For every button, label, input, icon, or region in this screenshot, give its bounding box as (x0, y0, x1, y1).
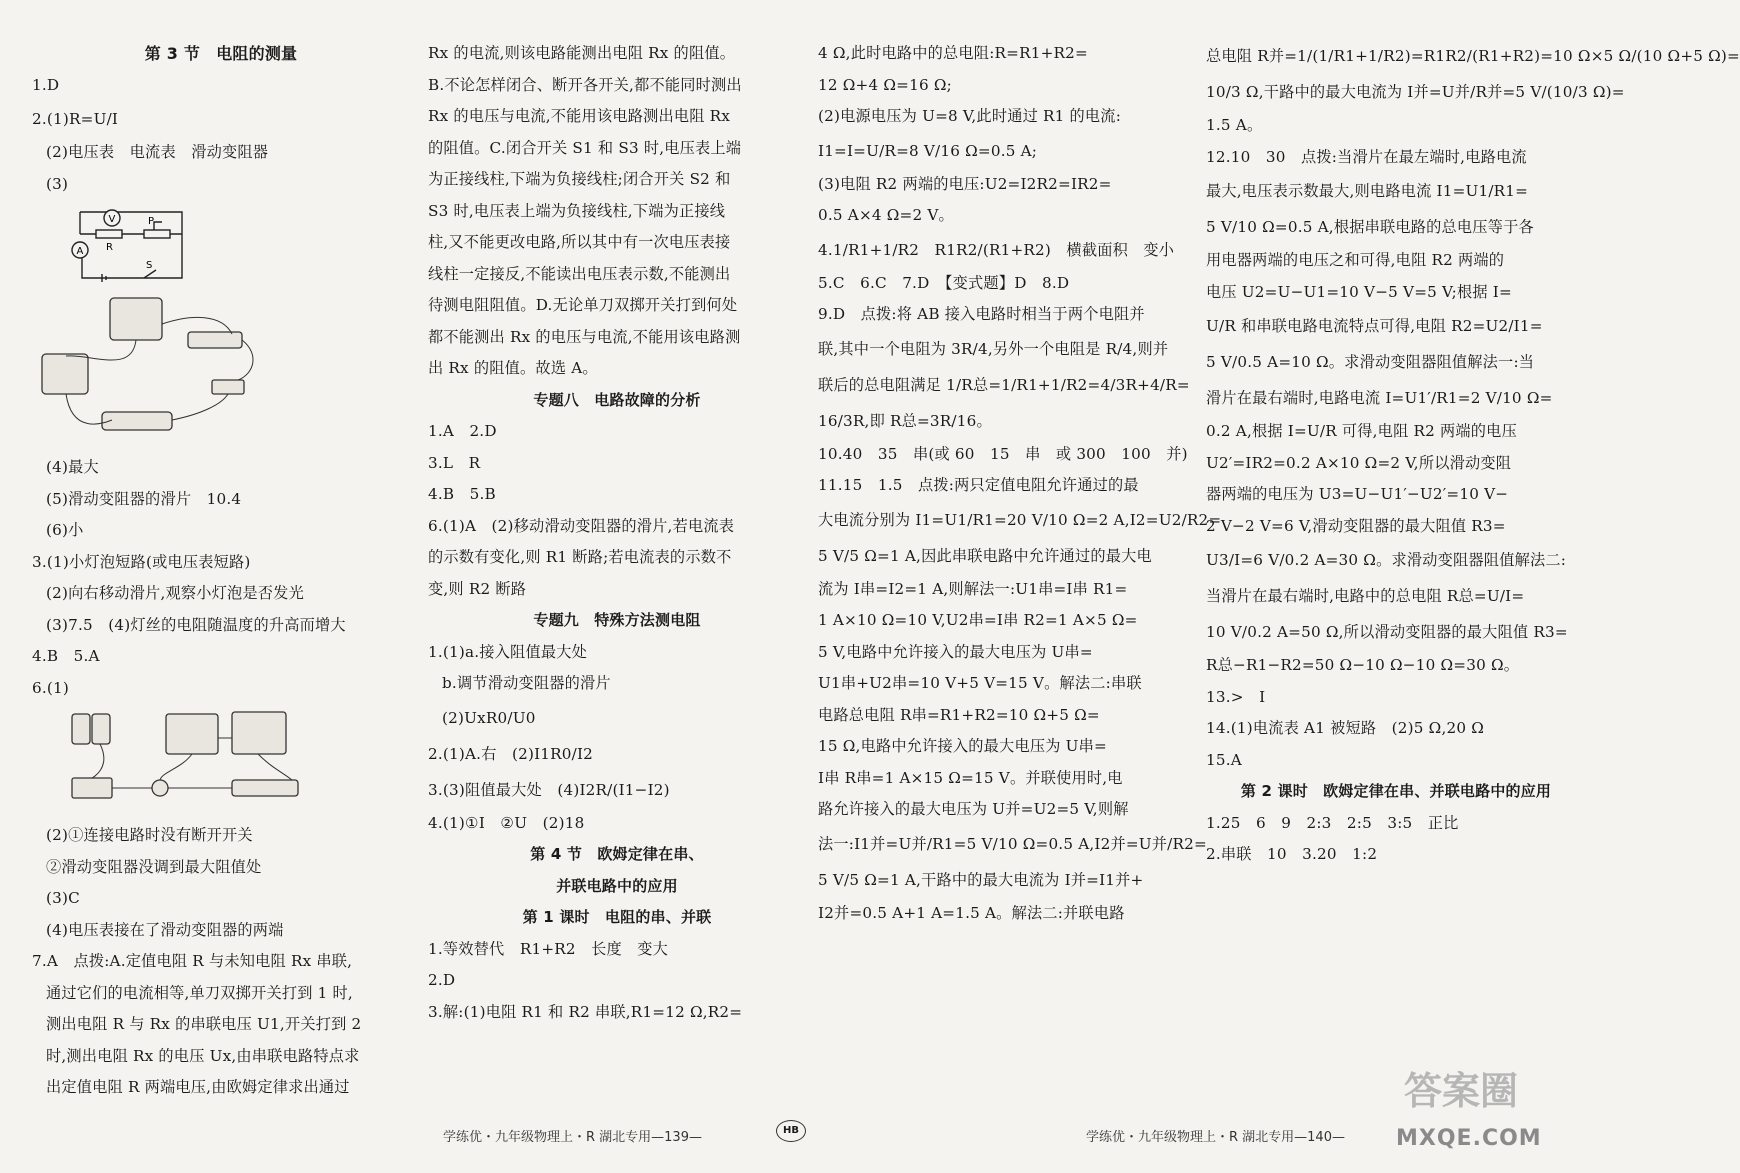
answer-line: 5 V/10 Ω=0.5 A,根据串联电路的总电压等于各 (1206, 218, 1534, 236)
answer-line: 器两端的电压为 U3=U−U1′−U2′=10 V− (1206, 485, 1509, 503)
answer-line: U/R 和串联电路电流特点可得,电阻 R2=U2/I1= (1206, 317, 1543, 335)
answer-line: 0.2 A,根据 I=U/R 可得,电阻 R2 两端的电压 (1206, 422, 1517, 440)
resistor-label: R (106, 242, 114, 253)
answer-line: 的示数有变化,则 R1 断路;若电流表的示数不 (428, 548, 732, 566)
answer-line: 1.(1)a.接入阻值最大处 (428, 642, 587, 661)
answer-line: 出 Rx 的阻值。故选 A。 (428, 359, 598, 377)
answer-line: 15 Ω,电路中允许接入的最大电压为 U串= (818, 737, 1107, 755)
answer-line: 都不能测出 Rx 的电压与电流,不能用该电路测 (428, 327, 741, 346)
answer-line: (2)向右移动滑片,观察小灯泡是否发光 (46, 584, 304, 602)
answer-line: 法一:I1并=U并/R1=5 V/10 Ω=0.5 A,I2并=U并/R2= (818, 834, 1207, 853)
answer-line: 2.串联 10 3.20 1:2 (1206, 845, 1378, 863)
answer-line: 4 Ω,此时电路中的总电阻:R=R1+R2= (818, 44, 1088, 62)
answer-line: 6.(1)A (2)移动滑动变阻器的滑片,若电流表 (428, 516, 735, 535)
answer-line: 当滑片在最右端时,电路中的总电阻 R总=U/I= (1206, 587, 1525, 605)
section-heading: 第 4 节 欧姆定律在串、 (530, 845, 704, 863)
answer-line: 3.(3)阻值最大处 (4)I2R/(I1−I2) (428, 780, 670, 799)
answer-line: 路允许接入的最大电压为 U并=U2=5 V,则解 (818, 800, 1129, 818)
answer-line: (4)电压表接在了滑动变阻器的两端 (46, 920, 284, 939)
answer-line: 1.A 2.D (428, 422, 497, 440)
voltmeter-label: V (108, 214, 116, 225)
answer-line: 通过它们的电流相等,单刀双掷开关打到 1 时, (46, 983, 353, 1002)
apparatus-drawing-2 (32, 708, 410, 812)
section-heading: 并联电路中的应用 (556, 876, 678, 895)
watermark-site: MXQE.COM (1396, 1126, 1542, 1151)
answer-line: 1.5 A。 (1206, 116, 1263, 134)
answer-line: 电压 U2=U−U1=10 V−5 V=5 V;根据 I= (1206, 282, 1512, 301)
answer-line: 12.10 30 点拨:当滑片在最左端时,电路电流 (1206, 147, 1527, 166)
answer-line: 5 V/5 Ω=1 A,因此串联电路中允许通过的最大电 (818, 546, 1152, 565)
answer-line: 1.D (32, 75, 60, 94)
column-3 (818, 38, 1222, 929)
apparatus-drawing (32, 294, 410, 444)
answer-line: 11.15 1.5 点拨:两只定值电阻允许通过的最 (818, 476, 1139, 494)
answer-line: Rx 的电流,则该电路能测出电阻 Rx 的阻值。 (428, 44, 736, 62)
answer-line: (3) (46, 174, 69, 193)
answer-line: 3.解:(1)电阻 R1 和 R2 串联,R1=12 Ω,R2= (428, 1002, 743, 1021)
answer-line: 7.A 点拨:A.定值电阻 R 与未知电阻 Rx 串联, (32, 952, 353, 970)
answer-line: 4.1/R1+1/R2 R1R2/(R1+R2) 横截面积 变小 (818, 240, 1175, 259)
answer-line: 最大,电压表示数最大,则电路电流 I1=U1/R1= (1206, 182, 1529, 200)
lesson-heading: 第 2 课时 欧姆定律在串、并联电路中的应用 (1240, 782, 1552, 800)
answer-line: 的阻值。C.闭合开关 S1 和 S3 时,电压表上端 (428, 138, 742, 157)
answer-line: 总电阻 R并=1/(1/R1+1/R2)=R1R2/(R1+R2)=10 Ω×5 Ω/(10 Ω+5 Ω)= (1206, 47, 1740, 65)
answer-line: 2.(1)A.右 (2)I1R0/I2 (428, 744, 594, 763)
slider-label: P (148, 216, 155, 227)
answer-line: U3/I=6 V/0.2 A=30 Ω。求滑动变阻器阻值解法二: (1206, 551, 1567, 569)
answer-line: 5.C 6.C 7.D 【变式题】D 8.D (818, 273, 1070, 292)
answer-line: b.调节滑动变阻器的滑片 (442, 674, 611, 692)
circuit-diagram (32, 204, 410, 286)
answer-line: 线柱一定接反,不能读出电压表示数,不能测出 (428, 264, 731, 283)
answer-line: 为正接线柱,下端为负接线柱;闭合开关 S2 和 (428, 170, 731, 188)
lesson-heading: 第 1 课时 电阻的串、并联 (522, 908, 712, 926)
answer-line: (2)①连接电路时没有断开开关 (46, 826, 253, 844)
answer-line: R总−R1−R2=50 Ω−10 Ω−10 Ω=30 Ω。 (1206, 656, 1520, 674)
answer-line: 电路总电阻 R串=R1+R2=10 Ω+5 Ω= (818, 705, 1100, 724)
page-footer-right: 学练优・九年级物理上・R 湖北专用—140— (1086, 1130, 1345, 1145)
topic-heading: 专题九 特殊方法测电阻 (533, 611, 701, 629)
answer-line: (4)最大 (46, 458, 99, 476)
answer-line: Rx 的电压与电流,不能用该电路测出电阻 Rx (428, 107, 731, 125)
answer-line: S3 时,电压表上端为负接线柱,下端为正接线 (428, 201, 726, 220)
answer-line: 大电流分别为 I1=U1/R1=20 V/10 Ω=2 A,I2=U2/R2= (818, 510, 1222, 529)
answer-line: 16/3R,即 R总=3R/16。 (818, 411, 992, 430)
ammeter-label: A (76, 246, 84, 257)
answer-line: U2′=IR2=0.2 A×10 Ω=2 V,所以滑动变阻 (1206, 453, 1512, 472)
answer-line: 0.5 A×4 Ω=2 V。 (818, 206, 954, 224)
answer-line: 柱,又不能更改电路,所以其中有一次电压表接 (428, 233, 731, 251)
answer-line: 6.(1) (32, 678, 70, 697)
answer-line: (5)滑动变阻器的滑片 10.4 (46, 489, 242, 508)
answer-line: 2.(1)R=U/I (32, 110, 119, 128)
answer-line: (3)7.5 (4)灯丝的电阻随温度的升高而增大 (46, 615, 346, 634)
answer-line: 4.B 5.B (428, 485, 496, 503)
answer-line: 滑片在最右端时,电路电流 I=U1′/R1=2 V/10 Ω= (1206, 389, 1553, 407)
answer-line: 9.D 点拨:将 AB 接入电路时相当于两个电阻并 (818, 305, 1145, 323)
answer-line: 2.D (428, 971, 456, 989)
column-2 (428, 38, 806, 1028)
answer-line: 变,则 R2 断路 (428, 579, 527, 598)
answer-line: 15.A (1206, 750, 1242, 769)
answer-line: 1.等效替代 R1+R2 长度 变大 (428, 939, 669, 958)
answer-line: (6)小 (46, 521, 84, 539)
watermark-logo: 答案圈 (1404, 1069, 1519, 1113)
answer-line: (3)C (46, 889, 80, 907)
answer-line: 5 V/5 Ω=1 A,干路中的最大电流为 I并=I1并+ (818, 870, 1144, 889)
answer-line: I串 R串=1 A×15 Ω=15 V。并联使用时,电 (818, 768, 1123, 787)
answer-line: 测出电阻 R 与 Rx 的串联电压 U1,开关打到 2 (46, 1015, 362, 1033)
page-footer-left: 学练优・九年级物理上・R 湖北专用—139— (443, 1130, 702, 1145)
answer-line: I1=I=U/R=8 V/16 Ω=0.5 A; (818, 141, 1038, 160)
answer-line: 10/3 Ω,干路中的最大电流为 I并=U并/R并=5 V/(10/3 Ω)= (1206, 83, 1625, 101)
answer-line: (2)电压表 电流表 滑动变阻器 (46, 143, 269, 161)
answer-line: 时,测出电阻 Rx 的电压 Ux,由串联电路特点求 (46, 1046, 360, 1065)
answer-line: 待测电阻阻值。D.无论单刀双掷开关打到何处 (428, 296, 738, 314)
answer-line: (2)电源电压为 U=8 V,此时通过 R1 的电流: (818, 107, 1122, 125)
column-1 (32, 38, 410, 1104)
section-heading: 第 3 节 电阻的测量 (144, 44, 298, 63)
answer-line: 流为 I串=I2=1 A,则解法一:U1串=I串 R1= (818, 579, 1128, 598)
answer-line: 4.B 5.A (32, 647, 100, 665)
answer-line: 3.(1)小灯泡短路(或电压表短路) (32, 552, 251, 571)
answer-line: 2 V−2 V=6 V,滑动变阻器的最大阻值 R3= (1206, 516, 1506, 535)
answer-line: 1.25 6 9 2:3 2:5 3:5 正比 (1206, 813, 1459, 832)
column-4 (1206, 38, 1740, 871)
switch-label: S (146, 260, 153, 271)
answer-line: 10.40 35 串(或 60 15 串 或 300 100 并) (818, 444, 1188, 463)
answer-line: ②滑动变阻器没调到最大阻值处 (46, 857, 262, 876)
answer-line: I2并=0.5 A+1 A=1.5 A。解法二:并联电路 (818, 903, 1125, 922)
answer-line: 5 V/0.5 A=10 Ω。求滑动变阻器阻值解法一:当 (1206, 353, 1535, 371)
answer-line: 4.(1)①I ②U (2)18 (428, 813, 585, 832)
topic-heading: 专题八 电路故障的分析 (533, 390, 701, 409)
answer-line: 3.L R (428, 453, 481, 472)
answer-line: (2)UxR0/U0 (442, 708, 536, 727)
answer-line: 10 V/0.2 A=50 Ω,所以滑动变阻器的最大阻值 R3= (1206, 623, 1568, 641)
answer-line: 12 Ω+4 Ω=16 Ω; (818, 75, 952, 94)
answer-line: 出定值电阻 R 两端电压,由欧姆定律求出通过 (46, 1078, 350, 1096)
answer-line: 联,其中一个电阻为 3R/4,另外一个电阻是 R/4,则并 (818, 339, 1169, 358)
answer-line: 5 V,电路中允许接入的最大电压为 U串= (818, 642, 1093, 661)
answer-line: 13.> I (1206, 687, 1266, 706)
answer-line: 联后的总电阻满足 1/R总=1/R1+1/R2=4/3R+4/R= (818, 375, 1190, 394)
answer-line: 1 A×10 Ω=10 V,U2串=I串 R2=1 A×5 Ω= (818, 611, 1138, 629)
region-badge: HB (776, 1120, 806, 1142)
answer-line: (3)电阻 R2 两端的电压:U2=I2R2=IR2= (818, 174, 1112, 193)
answer-line: 用电器两端的电压之和可得,电阻 R2 两端的 (1206, 251, 1505, 269)
answer-line: 14.(1)电流表 A1 被短路 (2)5 Ω,20 Ω (1206, 719, 1485, 737)
answer-line: U1串+U2串=10 V+5 V=15 V。解法二:串联 (818, 674, 1142, 692)
answer-line: B.不论怎样闭合、断开各开关,都不能同时测出 (428, 75, 742, 94)
